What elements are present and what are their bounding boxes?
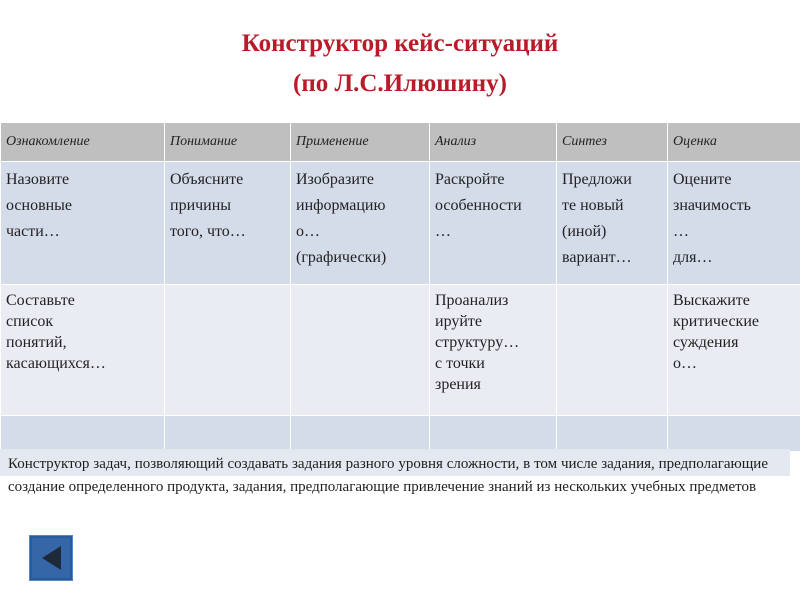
table-cell (430, 285, 557, 416)
table-row (1, 162, 800, 285)
cell-text: Раскройте особенности … (435, 171, 522, 240)
table-cell (1, 285, 165, 416)
header-cell: Понимание (165, 123, 291, 162)
table-cell (668, 162, 800, 285)
table-row (1, 285, 800, 416)
table-cell (291, 285, 430, 416)
title-line-1: Конструктор кейс-ситуаций (241, 30, 559, 57)
title-line-2: (по Л.С.Илюшину) (293, 70, 507, 97)
triangle-left-icon (30, 536, 72, 580)
table-cell (430, 162, 557, 285)
cell-text: Проанализ ируйте структуру… с точки зрения (435, 292, 520, 393)
header-cell: Синтез (557, 123, 668, 162)
table-header-row (1, 123, 800, 162)
table-cell (165, 416, 291, 452)
table-cell (291, 162, 430, 285)
table-cell (668, 416, 800, 452)
table-row (1, 416, 800, 452)
back-button[interactable] (29, 535, 73, 581)
table-cell (1, 416, 165, 452)
table-cell (557, 162, 668, 285)
table-cell (668, 285, 800, 416)
cell-text: Оцените значимость … для… (673, 171, 751, 266)
table-cell (430, 416, 557, 452)
table-cell (165, 162, 291, 285)
header-cell: Оценка (668, 123, 800, 162)
cell-text: Объясните причины того, что… (170, 171, 246, 240)
cell-text: Составьте список понятий, касающихся… (6, 292, 106, 372)
cell-text: Назовите основные части… (6, 171, 73, 240)
table-cell (1, 162, 165, 285)
table-cell (557, 416, 668, 452)
cell-text: Выскажите критические суждения о… (673, 292, 759, 372)
footer-description: Конструктор задач, позволяющий создавать задания разного уровня сложности, в том числе задания, предполагающие создание определенного продукта, задания, предполагающие привлечение знаний из нескольких учебных предметов (8, 456, 768, 495)
header-cell: Ознакомление (1, 123, 165, 162)
table-cell (291, 416, 430, 452)
cell-text: Изобразите информацию о… (графически) (296, 171, 387, 266)
header-cell: Анализ (430, 123, 557, 162)
page-title (0, 24, 800, 104)
case-constructor-table (0, 122, 800, 452)
table-cell (557, 285, 668, 416)
cell-text: Предложи те новый (иной) вариант… (562, 171, 632, 266)
table-cell (165, 285, 291, 416)
header-cell: Применение (291, 123, 430, 162)
